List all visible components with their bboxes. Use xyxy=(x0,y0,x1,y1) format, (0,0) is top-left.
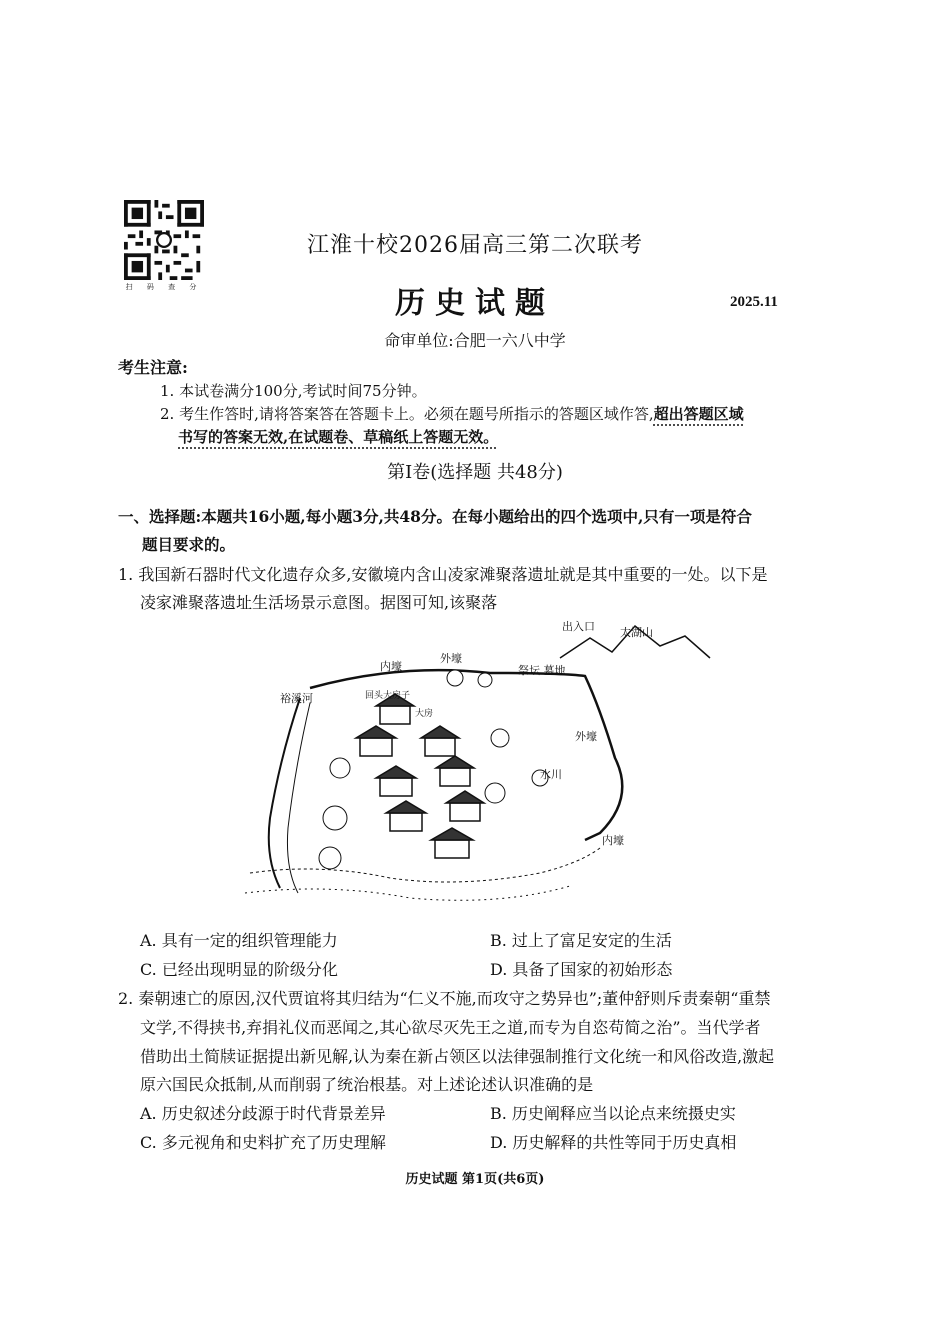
map-label-taihushan: 太湖山 xyxy=(620,626,653,639)
map-label-neihao-top: 内壕 xyxy=(380,660,402,673)
q2-stem-line1: 2. 秦朝速亡的原因,汉代贾谊将其归结为“仁义不施,而攻守之势异也”;董仲舒则斥责秦朝“重禁 xyxy=(118,989,771,1008)
section-instruction-line2: 题目要求的。 xyxy=(142,535,236,554)
page-footer: 历史试题 第1页(共6页) xyxy=(405,1172,545,1187)
q1-stem-line2: 凌家滩聚落遗址生活场景示意图。据图可知,该聚落 xyxy=(140,593,498,612)
map-label-waihao-right: 外壕 xyxy=(575,730,597,743)
setter-unit: 命审单位:合肥一六八中学 xyxy=(384,331,566,350)
qr-caption: 扫 码 查 分 xyxy=(125,283,203,291)
q1-option-b: B. 过上了富足安定的生活 xyxy=(490,931,672,950)
q2-option-a: A. 历史叙述分歧源于时代背景差异 xyxy=(140,1104,386,1123)
map-label-yuxihe: 裕溪河 xyxy=(280,692,313,705)
subject-title: 历史试题 xyxy=(395,286,555,321)
notice-item-2-emph: 超出答题区域 xyxy=(653,405,744,423)
map-label-altar: 祭坛 墓地 xyxy=(518,664,566,677)
part-title: 第Ⅰ卷(选择题 共48分) xyxy=(387,462,563,483)
q1-stem-line1: 1. 我国新石器时代文化遗存众多,安徽境内含山凌家滩聚落遗址就是其中重要的一处。以下是 xyxy=(118,565,768,584)
q2-stem-line3: 借助出土简牍证据提出新见解,认为秦在新占领区以法律强制推行文化统一和风俗改造,激起 xyxy=(140,1047,775,1066)
q2-option-d: D. 历史解释的共性等同于历史真相 xyxy=(490,1133,737,1152)
notice-heading: 考生注意: xyxy=(118,358,188,377)
map-label-entrance: 出入口 xyxy=(562,620,595,633)
notice-item-2-cont xyxy=(178,426,498,447)
exam-title: 江淮十校2026届高三第二次联考 xyxy=(307,233,643,258)
q2-option-b: B. 历史阐释应当以论点来统摄史实 xyxy=(490,1104,736,1123)
q2-stem-line4: 原六国民众抵制,从而削弱了统治根基。对上述论述认识准确的是 xyxy=(140,1075,594,1094)
map-label-shuichuan: 水川 xyxy=(540,768,562,781)
q2-option-c: C. 多元视角和史料扩充了历史理解 xyxy=(140,1133,386,1152)
q1-option-c: C. 已经出现明显的阶级分化 xyxy=(140,960,338,979)
settlement-map xyxy=(240,618,715,908)
map-label-neihao-bottom: 内壕 xyxy=(602,834,624,847)
notice-item-1: 1. 本试卷满分100分,考试时间75分钟。 xyxy=(160,382,427,400)
notice-item-2-text: 2. 考生作答时,请将答案答在答题卡上。必须在题号所指示的答题区域作答, xyxy=(160,405,654,423)
notice-item-2 xyxy=(160,403,744,424)
q2-stem-line2: 文学,不得挟书,弃捐礼仪而恶闻之,其心欲尽灭先王之道,而专为自恣苟简之治”。当代学者 xyxy=(140,1018,761,1037)
q1-option-d: D. 具备了国家的初始形态 xyxy=(490,960,673,979)
notice-item-2-emph-cont: 书写的答案无效,在试题卷、草稿纸上答题无效。 xyxy=(178,428,499,446)
map-label-big-house: 回头大房子 xyxy=(365,691,411,701)
section-instruction-line1: 一、选择题:本题共16小题,每小题3分,共48分。在每小题给出的四个选项中,只有一项是符合 xyxy=(118,507,752,526)
q1-option-a: A. 具有一定的组织管理能力 xyxy=(140,931,338,950)
map-label-waihao-top: 外壕 xyxy=(440,652,462,665)
exam-date: 2025.11 xyxy=(730,294,778,310)
map-label-big-house2: 大房 xyxy=(415,709,434,719)
